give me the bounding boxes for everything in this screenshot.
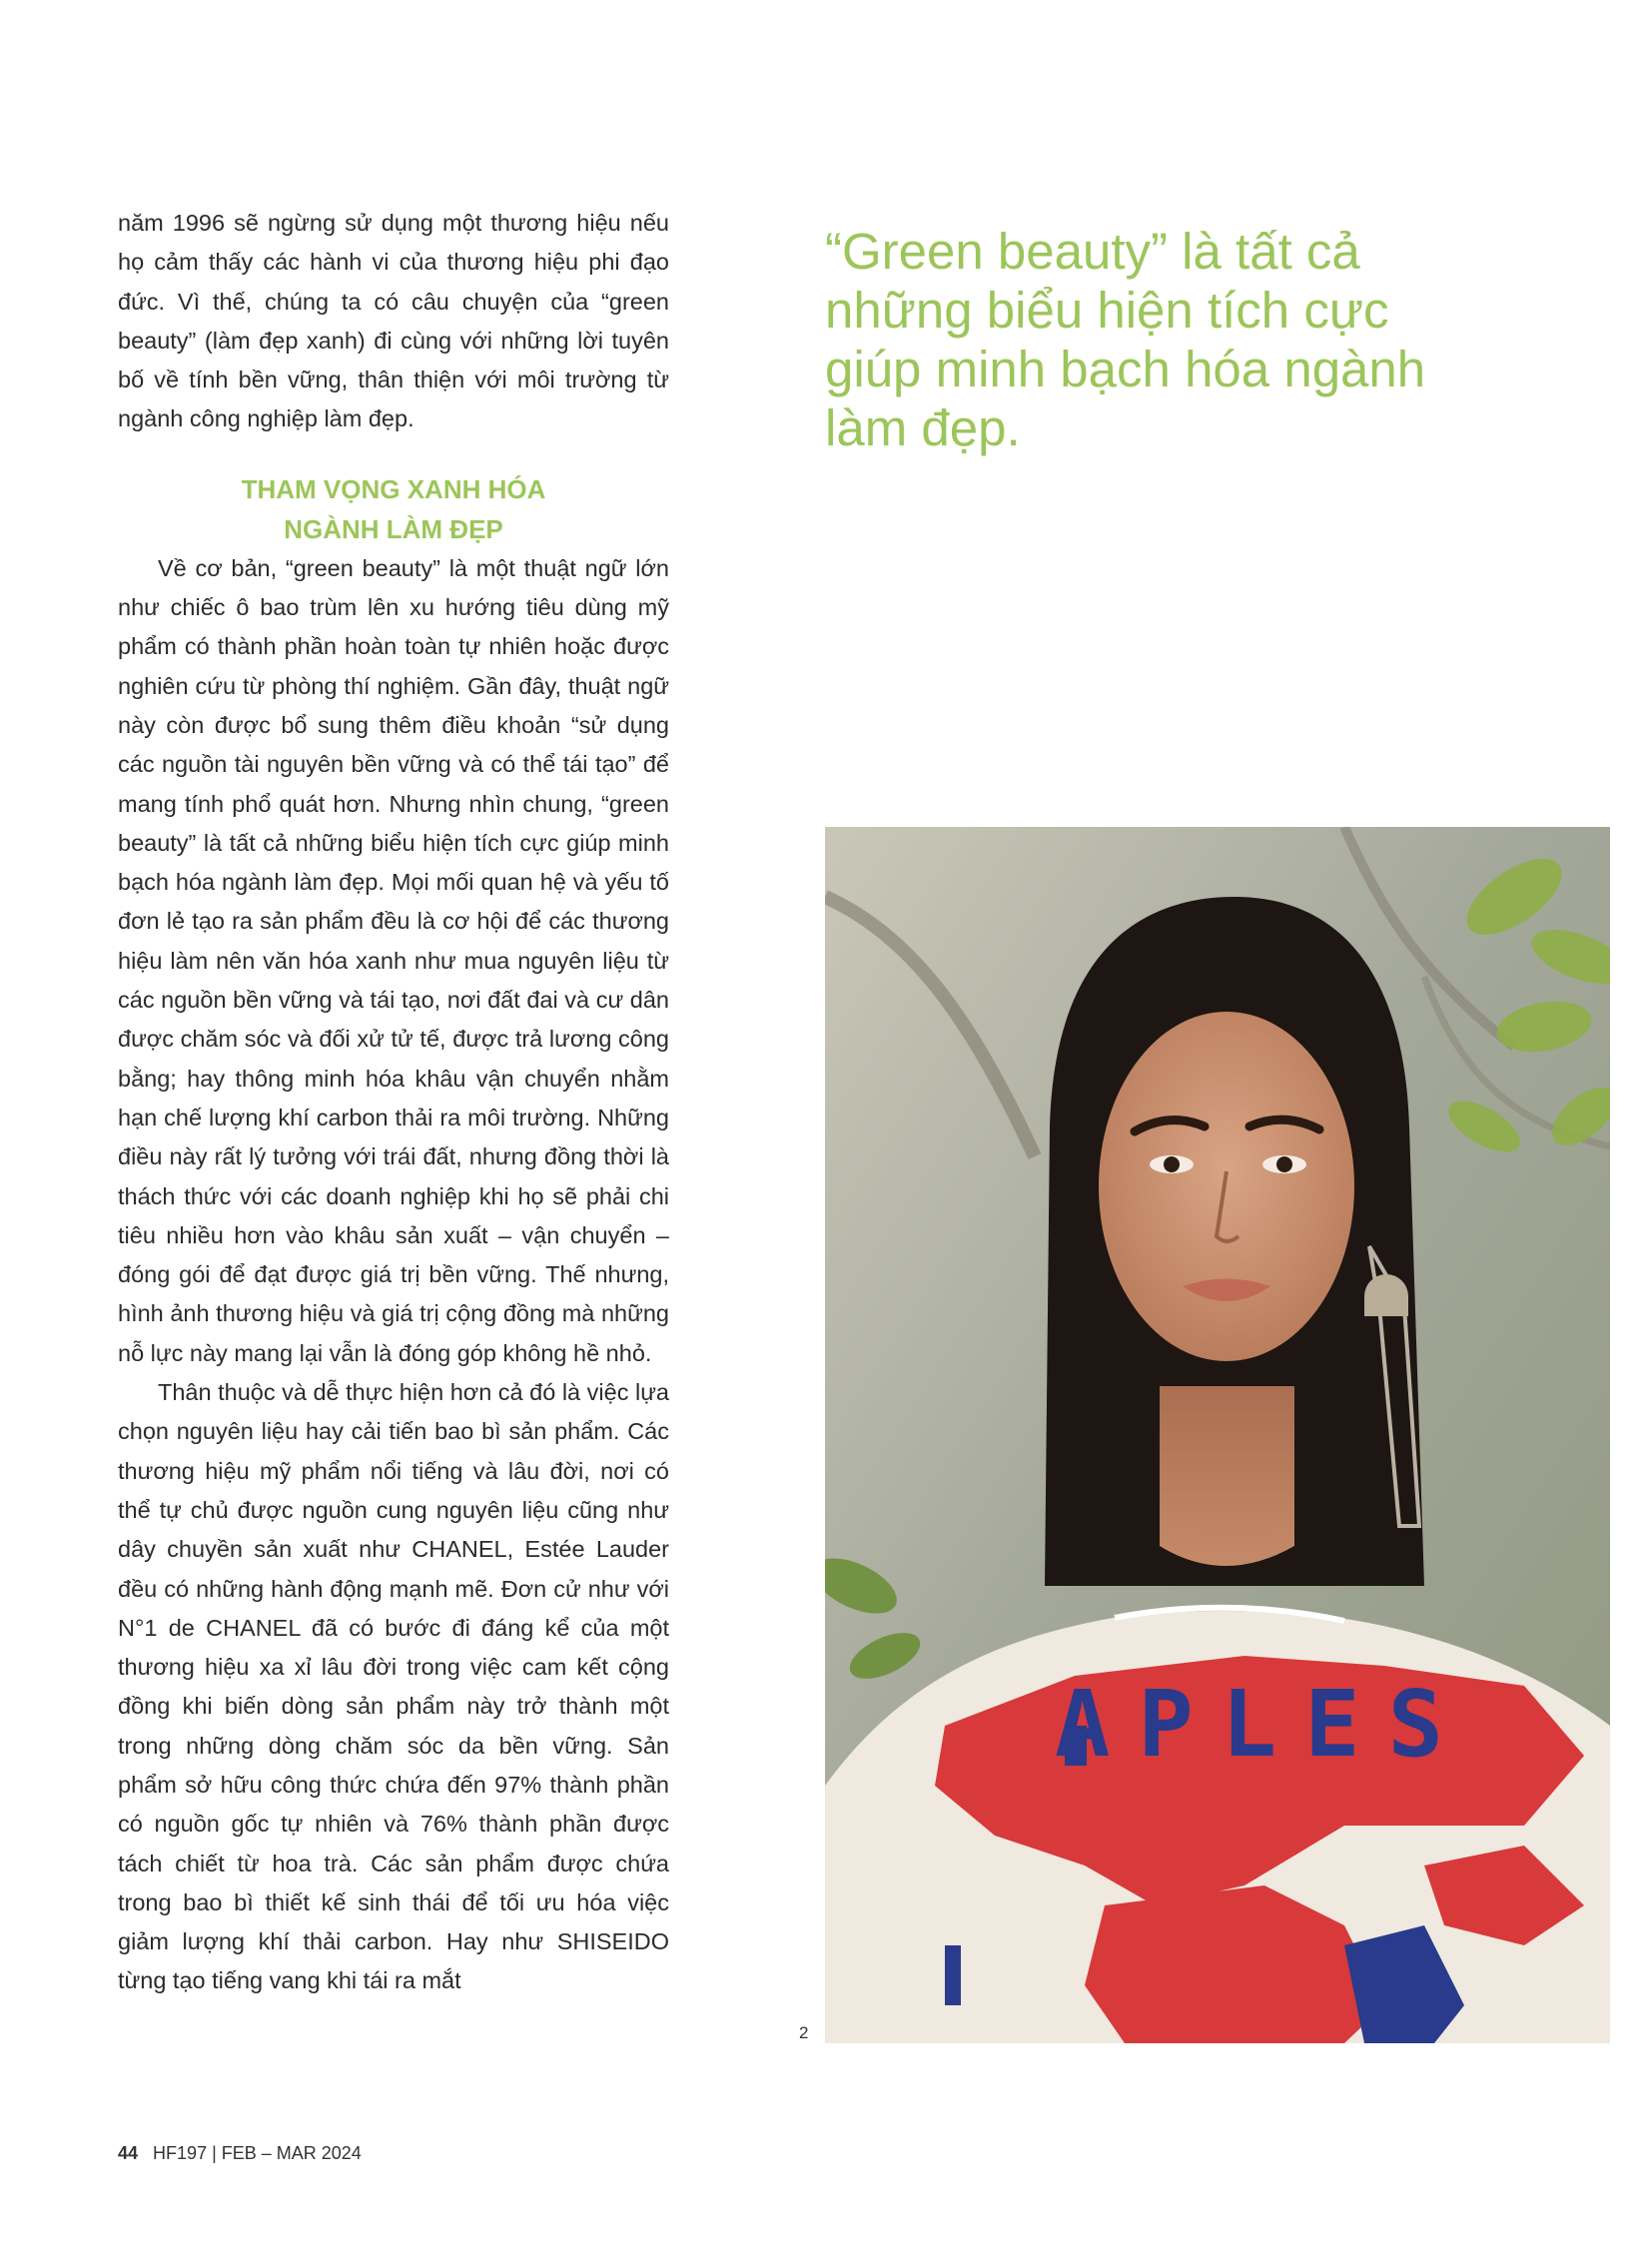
section-heading — [118, 469, 669, 549]
pull-quote: “Green beauty” là tất cả những biểu hiện tích cực giúp minh bạch hóa ngành làm đẹp. — [825, 223, 1426, 456]
body-paragraph-1: Về cơ bản, “green beauty” là một thuật ngữ lớn như chiếc ô bao trùm lên xu hướng tiêu dùng mỹ phẩm có thành phần hoàn toàn tự nhiên hoặc được nghiên cứu từ phòng thí nghiệm. Gần đây, thuật ngữ này còn được bổ sung thêm điều khoản “sử dụng các nguồn tài nguyên bền vững và có thể tái tạo” để mang tính phổ quát hơn. Nhưng nhìn chung, “green beauty” là tất cả những biểu hiện tích cực giúp minh bạch hóa ngành làm đẹp. Mọi mối quan hệ và yếu tố đơn lẻ tạo ra sản phẩm đều là cơ hội để các thương hiệu làm nên văn hóa xanh như mua nguyên liệu từ các nguồn bền vững và tái tạo, nơi đất đai và cư dân được chăm sóc và đối xử tử tế, được trả lương công bằng; hay thông minh hóa khâu vận chuyển nhằm hạn chế lượng khí carbon thải ra môi trường. Những điều này rất lý tưởng với trái đất, nhưng đồng thời là thách thức với các doanh nghiệp khi họ sẽ phải chi tiêu nhiều hơn vào khâu sản xuất – vận chuyển – đóng gói để đạt được giá trị bền vững. Thế nhưng, hình ảnh thương hiệu và giá trị cộng đồng mà những nỗ lực này mang lại vẫn là đóng góp không hề nhỏ. — [118, 554, 669, 1366]
body-paragraph-2: Thân thuộc và dễ thực hiện hơn cả đó là việc lựa chọn nguyên liệu hay cải tiến bao bì sản phẩm. Các thương hiệu mỹ phẩm nổi tiếng và lâu đời, nơi có thể tự chủ được nguồn cung nguyên liệu cũng như dây chuyền sản xuất như CHANEL, Estée Lauder đều có những hành động mạnh mẽ. Đơn cử như với N°1 de CHANEL đã có bước đi đáng kể của một thương hiệu xa xỉ lâu đời trong việc cam kết cộng đồng khi biến dòng sản phẩm này trở thành một trong những dòng chăm sóc da bền vững. Sản phẩm sở hữu công thức chứa đến 97% thành phần có nguồn gốc tự nhiên và 76% thành phần được tách chiết từ hoa trà. Các sản phẩm được chứa trong bao bì thiết kế sinh thái để tối ưu hóa việc giảm lượng khí thải carbon. Hay như SHISEIDO từng tạo tiếng vang khi tái ra mắt — [118, 1379, 669, 1994]
intro-paragraph: năm 1996 sẽ ngừng sử dụng một thương hiệu nếu họ cảm thấy các hành vi của thương hiệu phi đạo đức. Vì thế, chúng ta có câu chuyện của “green beauty” (làm đẹp xanh) đi cùng với những lời tuyên bố về tính bền vững, thân thiện với môi trường từ ngành công nghiệp làm đẹp. — [118, 210, 669, 432]
sweater-lettering: APLES — [1055, 1671, 1471, 1778]
model-portrait-photo — [825, 827, 1610, 2043]
section-heading-line-1: THAM VỌNG XANH HÓA — [241, 473, 546, 504]
article-body — [118, 204, 669, 2001]
photo-number: 2 — [799, 2023, 809, 2042]
issue-info: HF197 | FEB – MAR 2024 — [153, 2143, 362, 2163]
section-heading-line-2: NGÀNH LÀM ĐẸP — [284, 513, 503, 544]
model-portrait-illustration — [825, 827, 1610, 2043]
page-footer — [118, 2143, 362, 2164]
page-number: 44 — [118, 2143, 139, 2163]
